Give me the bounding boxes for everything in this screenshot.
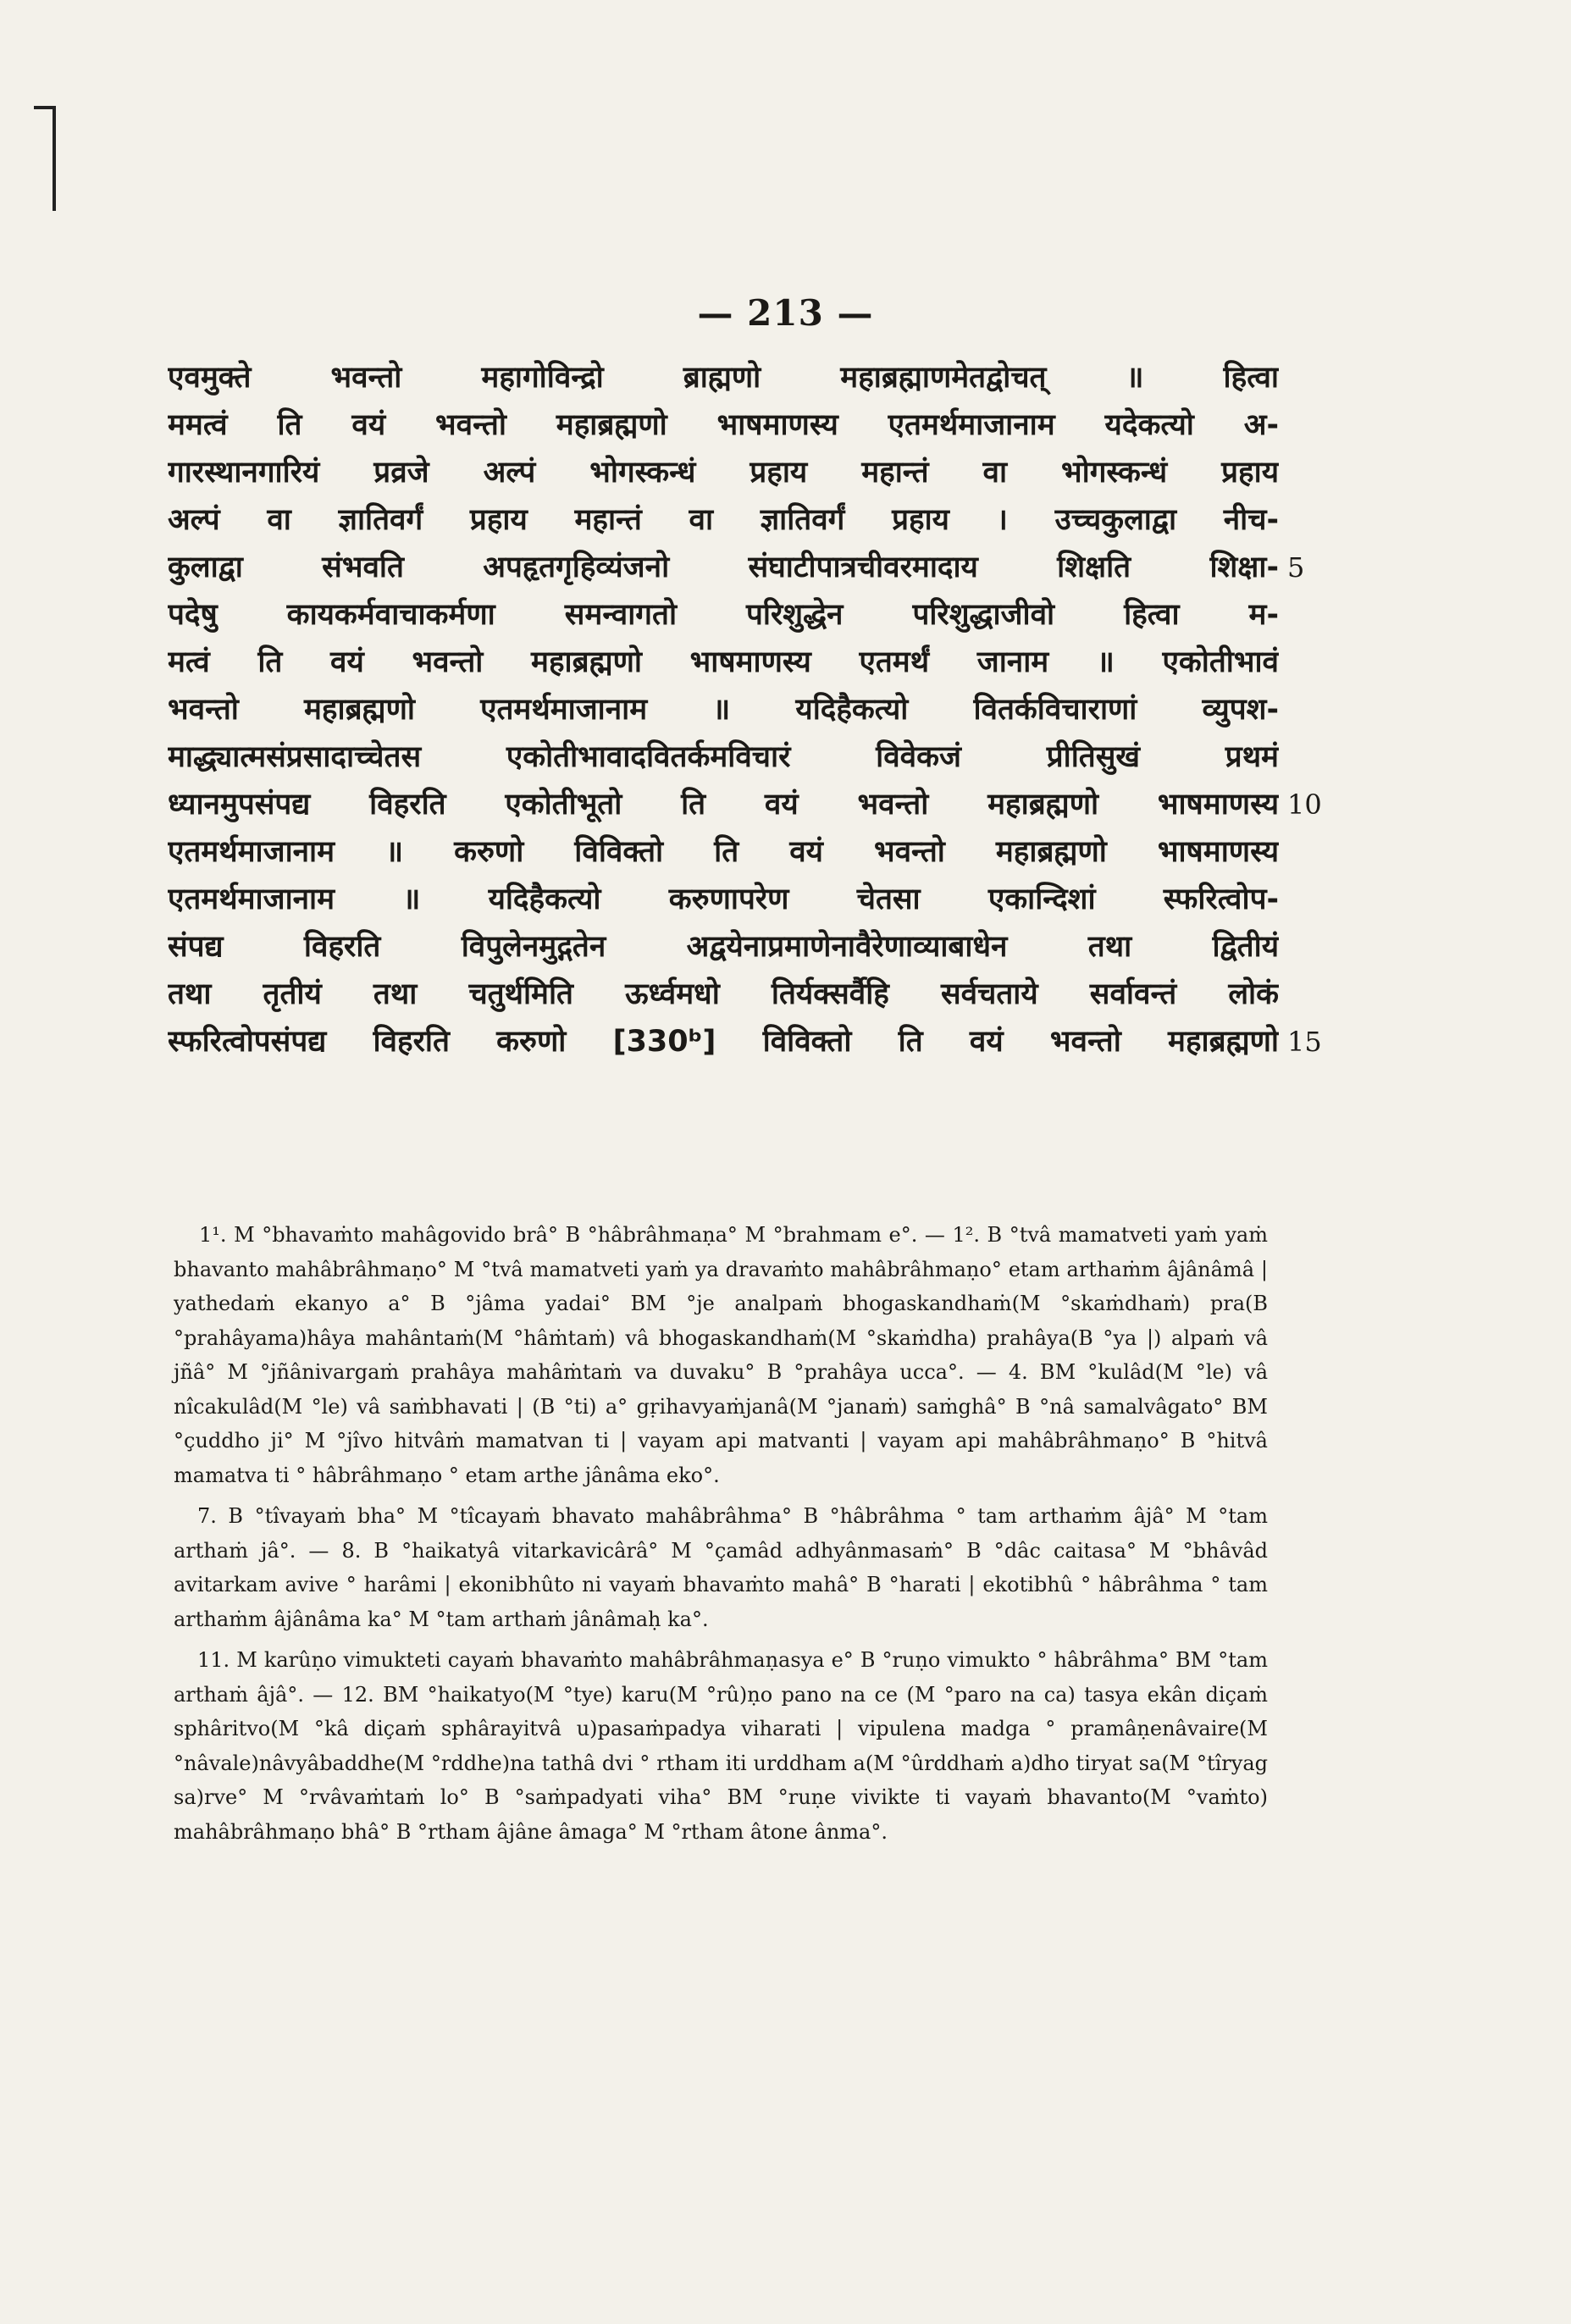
main-text-line-content: एतमर्थमाजानाम ॥ यदिहैकत्यो करुणापरेण चेतसा एकान्दिशां स्फरित्वोप- [168,883,1279,916]
main-text-line [168,686,1279,733]
footnote-paragraph: 11. M karûṇo vimukteti cayaṁ bhavaṁto mahâbrâhmaṇasya e° B °ruṇo vimukto ° hâbrâhma° BM °tam arthaṁ âjâ°. — 12. BM °haikatyo(M °tye) karu(M °rû)ṇo pano na ce (M °paro na ca) tasya ekân diçaṁ sphâritvo(M °kâ diçaṁ sphârayitvâ u)pasaṁpadya viharati | vipulena madga ° pramâṇenâvaire(M °nâvale)nâvyâbaddhe(M °rddhe)na tathâ dvi ° rtham iti urddham a(M °ûrddhaṁ a)dho tiryat sa(M °tîryag sa)rve° M °rvâvaṁtaṁ lo° B °saṁpadyati viha° BM °ruṇe vivikte ti vayaṁ bhavanto(M °vaṁto) mahâbrâhmaṇo bhâ° B °rtham âjâne âmaga° M °rtham âtone ânma°. [174,1648,1268,1844]
main-text-line-content: पदेषु कायकर्मवाचाकर्मणा समन्वागतो परिशुद्धेन परिशुद्धाजीवो हित्वा म- [168,598,1279,632]
main-text-line [168,591,1279,639]
main-text-line [168,733,1279,781]
main-text-line [168,354,1279,401]
main-text-line [168,401,1279,449]
main-text-line-content: कुलाद्वा संभवति अपहृतगृहिव्यंजनो संघाटीपात्रचीवरमादाय शिक्षति शिक्षा- [168,551,1279,584]
main-text-line [168,923,1279,971]
footnotes-block [174,1218,1268,1856]
page-corner-bracket [34,106,56,211]
main-text-line [168,876,1279,923]
main-text-line [168,1018,1322,1065]
main-text-line [168,639,1279,686]
main-text-line-content: भवन्तो महाब्रह्मणो एतमर्थमाजानाम ॥ यदिहैकत्यो वितर्कविचाराणां व्युपश- [168,693,1279,727]
footnote-paragraph: 7. B °tîvayaṁ bha° M °tîcayaṁ bhavato mahâbrâhma° B °hâbrâhma ° tam arthaṁm âjâ° M °tam arthaṁ jâ°. — 8. B °haikatyâ vitarkavicârâ° M °çamâd adhyânmasaṁ° B °dâc caitasa° M °bhâvâd avitarkam avive ° harâmi | ekonibhûto ni vayaṁ bhavaṁto mahâ° B °harati | ekotibhû ° hâbrâhma ° tam arthaṁm âjânâma ka° M °tam arthaṁ jânâmaḥ ka°. [174,1504,1268,1631]
main-text-line-content: माद्ध्यात्मसंप्रसादाच्चेतस एकोतीभावादवितर्कमविचारं विवेकजं प्रीतिसुखं प्रथमं [168,740,1279,774]
main-text-line-content: अल्पं वा ज्ञातिवर्गं प्रहाय महान्तं वा ज्ञातिवर्गं प्रहाय । उच्चकुलाद्वा नीच- [168,503,1279,537]
main-text-block [168,354,1322,1065]
footnote-paragraph: 1¹. M °bhavaṁto mahâgovido brâ° B °hâbrâhmaṇa° M °brahmam e°. — 1². B °tvâ mamatveti yaṁ yaṁ bhavanto mahâbrâhmaṇo° M °tvâ mamatveti yaṁ ya dravaṁto mahâbrâhmaṇo° etam arthaṁm âjânâmâ | yathedaṁ ekanyo a° B °jâma yadai° BM °je analpaṁ bhogaskandhaṁ(M °skaṁdhaṁ) pra(B °prahâyama)hâya mahântaṁ(M °hâṁtaṁ) vâ bhogaskandhaṁ(M °skaṁdha) prahâya(B °ya |) alpaṁ vâ jñâ° M °jñânivargaṁ prahâya mahâṁtaṁ va duvaku° B °prahâya ucca°. — 4. BM °kulâd(M °le) vâ nîcakulâd(M °le) vâ saṁbhavati | (B °ti) a° gṛihavyaṁjanâ(M °janaṁ) saṁghâ° B °nâ samalvâgato° BM °çuddho ji° M °jîvo hitvâṁ mamatvan ti | vayam api matvanti | vayam api mahâbrâhmaṇo° B °hitvâ mamatva ti ° hâbrâhmaṇo ° etam arthe jânâma eko°. [174,1223,1268,1487]
page-number: — 213 — [697,292,874,334]
main-text-line-content: एवमुक्ते भवन्तो महागोविन्द्रो ब्राह्मणो महाब्रह्माणमेतद्वोचत् ॥ हित्वा [168,361,1279,395]
line-number: 15 [1287,1026,1322,1058]
main-text-line [168,971,1279,1018]
main-text-line-content: तथा तृतीयं तथा चतुर्थमिति ऊर्ध्वमधो तिर्यक्सर्वैहि सर्वचताये सर्वावन्तं लोकं [168,977,1279,1011]
main-text-line [168,449,1279,496]
main-text-line [168,781,1322,828]
main-text-line-content: एतमर्थमाजानाम ॥ करुणो विविक्तो ति वयं भवन्तो महाब्रह्मणो भाषमाणस्य [168,835,1279,869]
main-text-line [168,544,1305,591]
main-text-line [168,496,1279,544]
main-text-line-content: गारस्थानगारियं प्रव्रजे अल्पं भोगस्कन्धं प्रहाय महान्तं वा भोगस्कन्धं प्रहाय [168,456,1279,490]
main-text-line-content: ध्यानमुपसंपद्य विहरति एकोतीभूतो ति वयं भवन्तो महाब्रह्मणो भाषमाणस्य [168,788,1279,822]
main-text-line-content: संपद्य विहरति विपुलेनमुद्गतेन अद्वयेनाप्रमाणेनावैरेणाव्याबाधेन तथा द्वितीयं [168,930,1279,964]
line-number: 5 [1287,551,1305,584]
line-number: 10 [1287,788,1322,821]
main-text-line-content: मत्वं ति वयं भवन्तो महाब्रह्मणो भाषमाणस्य एतमर्थं जानाम ॥ एकोतीभावं [168,645,1279,679]
main-text-line-content: स्फरित्वोपसंपद्य विहरति करुणो [330ᵇ] विविक्तो ति वयं भवन्तो महाब्रह्मणो [168,1025,1279,1059]
main-text-line-content: ममत्वं ति वयं भवन्तो महाब्रह्मणो भाषमाणस्य एतमर्थमाजानाम यदेकत्यो अ- [168,408,1279,442]
main-text-line [168,828,1279,876]
